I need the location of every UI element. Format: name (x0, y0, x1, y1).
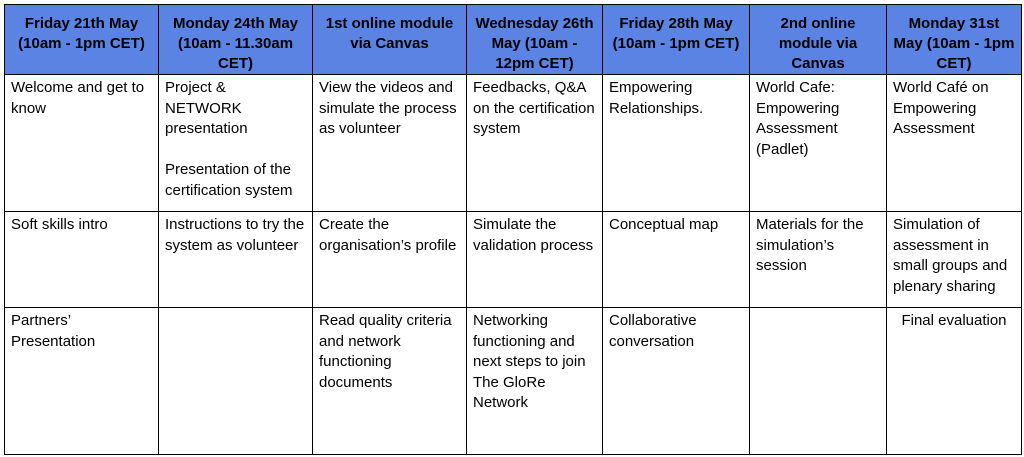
column-header: 1st online module via Canvas (313, 5, 467, 75)
cell-text: Project & NETWORK presentation (165, 79, 248, 137)
table-cell (750, 75, 887, 212)
table-cell (750, 308, 887, 455)
cell-text: World Cafe: Empowering Assessment (Padlet) (756, 79, 840, 158)
cell-text: Instructions to try the system as volunteer (165, 216, 305, 254)
table-cell (159, 75, 313, 212)
cell-text: Empowering Relationships. (609, 79, 704, 117)
cell-text: Materials for the simulation’s session (756, 216, 864, 274)
column-header: Friday 21th May (10am - 1pm CET) (5, 5, 159, 75)
column-header: Monday 24th May (10am - 11.30am CET) (159, 5, 313, 75)
table-cell (603, 308, 750, 455)
cell-text: Simulate the validation process (473, 216, 594, 254)
schedule-table (4, 4, 1022, 455)
cell-text: Partners’ Presentation (11, 312, 96, 350)
cell-text: Conceptual map (609, 216, 719, 233)
table-cell (159, 308, 313, 455)
header-row (5, 5, 1022, 75)
table-cell (603, 75, 750, 212)
table-cell (5, 75, 159, 212)
table-cell (887, 212, 1022, 308)
cell-text: Collaborative conversation (609, 312, 697, 350)
table-cell (603, 212, 750, 308)
cell-text: Create the organisation’s profile (319, 216, 457, 254)
table-cell (5, 212, 159, 308)
cell-text: View the videos and simulate the process as volunteer (319, 79, 457, 137)
cell-text: Feedbacks, Q&A on the certification system (473, 79, 595, 137)
table-cell (467, 75, 603, 212)
table-cell (467, 308, 603, 455)
cell-text: World Café on Empowering Assessment (893, 79, 989, 137)
table-cell (887, 308, 1022, 455)
table-cell (313, 308, 467, 455)
table-cell (5, 308, 159, 455)
cell-text: Networking functioning and next steps to join The GloRe Network (473, 312, 586, 411)
table-row (5, 75, 1022, 212)
cell-text: Read quality criteria and network functioning documents (319, 312, 452, 391)
cell-text: Welcome and get to know (11, 79, 145, 117)
paragraph-gap (165, 140, 306, 161)
table-row (5, 308, 1022, 455)
table-cell (313, 75, 467, 212)
table-cell (887, 75, 1022, 212)
table-row (5, 212, 1022, 308)
table-cell (159, 212, 313, 308)
cell-text: Simulation of assessment in small groups and plenary sharing (893, 216, 1008, 295)
cell-text: Soft skills intro (11, 216, 108, 233)
column-header: Wednesday 26th May (10am - 12pm CET) (467, 5, 603, 75)
cell-text: Final evaluation (901, 312, 1007, 329)
column-header: 2nd online module via Canvas (750, 5, 887, 75)
table-cell (467, 212, 603, 308)
column-header: Friday 28th May (10am - 1pm CET) (603, 5, 750, 75)
cell-text: Presentation of the certification system (165, 161, 293, 199)
table-cell (750, 212, 887, 308)
table-cell (313, 212, 467, 308)
column-header: Monday 31st May (10am - 1pm CET) (887, 5, 1022, 75)
